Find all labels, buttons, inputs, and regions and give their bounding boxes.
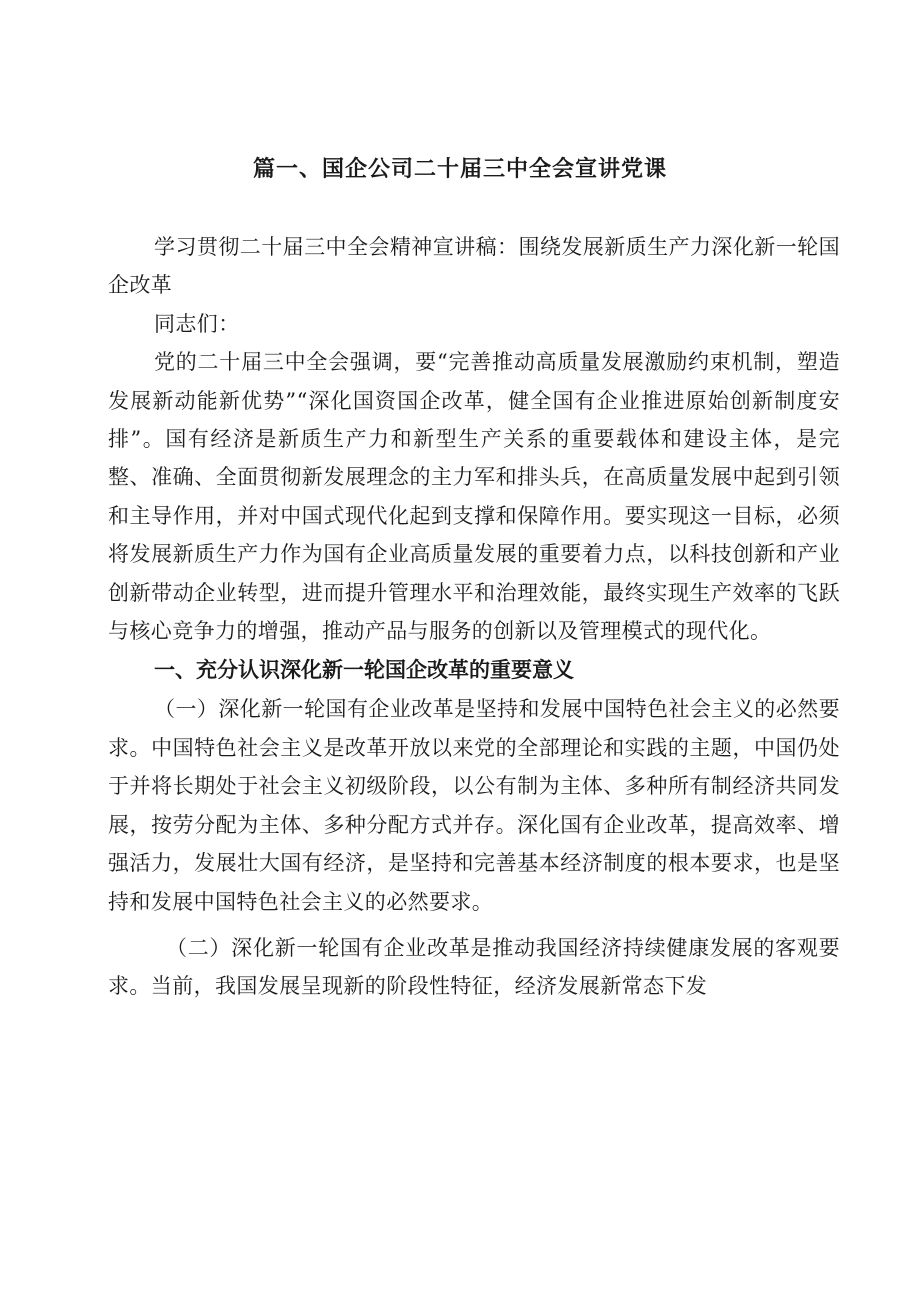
point-paragraph-1: （一）深化新一轮国有企业改革是坚持和发展中国特色社会主义的必然要求。中国特色社会主义是改革开放以来党的全部理论和实践的主题，中国仍处于并将长期处于社会主义初级阶段，以公有制为主体、多种所有制经济共同发展，按劳分配为主体、多种分配方式并存。深化国有企业改革，提高效率、增强活力，发展壮大国有经济，是坚持和完善基本经济制度的根本要求，也是坚持和发展中国特色社会主义的必然要求。 bbox=[108, 697, 840, 914]
salutation-paragraph: 同志们： bbox=[154, 311, 240, 336]
subtitle-paragraph: 学习贯彻二十届三中全会精神宣讲稿：围绕发展新质生产力深化新一轮国企改革 bbox=[108, 235, 840, 298]
section-heading-1: 一、充分认识深化新一轮国企改革的重要意义 bbox=[154, 658, 574, 683]
document-body bbox=[108, 228, 840, 1006]
intro-paragraph: 党的二十届三中全会强调，要“完善推动高质量发展激励约束机制，塑造发展新动能新优势”“深化国资国企改革，健全国有企业推进原始创新制度安排”。国有经济是新质生产力和新型生产关系的重要载体和建设主体，是完整、准确、全面贯彻新发展理念的主力军和排头兵，在高质量发展中起到引领和主导作用，并对中国式现代化起到支撑和保障作用。要实现这一目标，必须将发展新质生产力作为国有企业高质量发展的重要着力点，以科技创新和产业创新带动企业转型，进而提升管理水平和治理效能，最终实现生产效率的飞跃与核心竞争力的增强，推动产品与服务的创新以及管理模式的现代化。 bbox=[108, 350, 840, 644]
point-paragraph-2: （二）深化新一轮国有企业改革是推动我国经济持续健康发展的客观要求。当前，我国发展呈现新的阶段性特征，经济发展新常态下发 bbox=[108, 935, 840, 999]
document-title: 篇一、国企公司二十届三中全会宣讲党课 bbox=[252, 157, 667, 182]
